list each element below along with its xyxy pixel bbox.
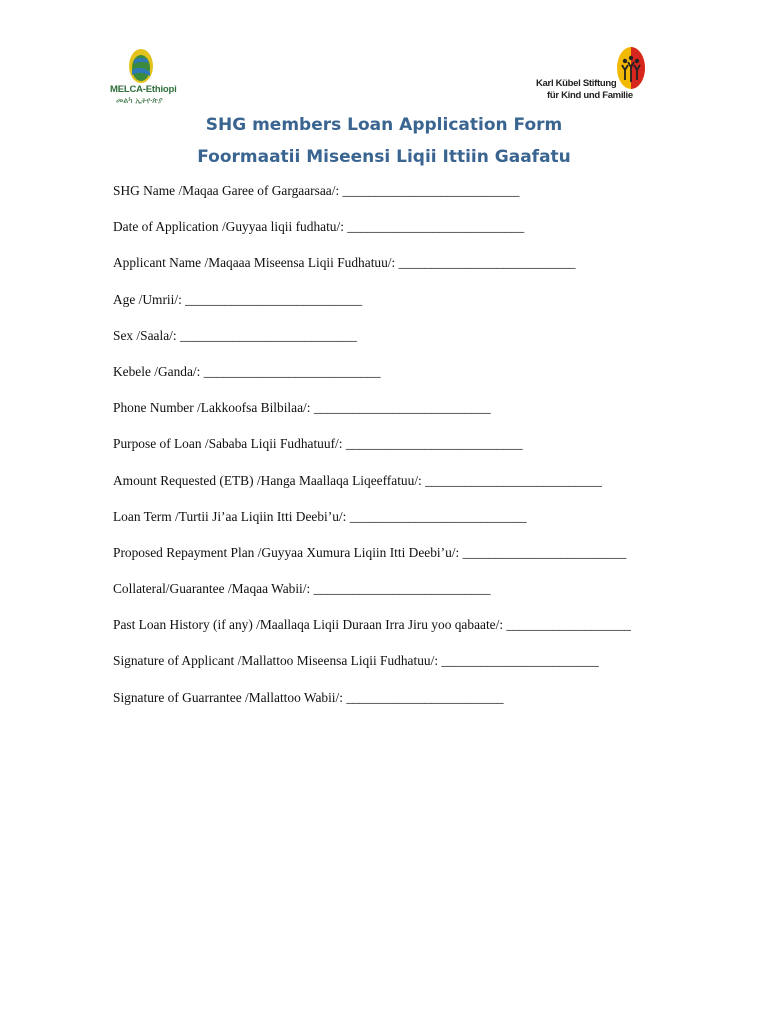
field-label: Collateral/Guarantee /Maqaa Wabii/: (113, 581, 311, 597)
form-title-oromo: Foormaatii Miseensi Liqii Ittiin Gaafatu (197, 147, 571, 167)
field-blank-line[interactable]: ___________________________ (349, 508, 527, 524)
field-blank-line[interactable]: ___________________________ (342, 183, 520, 198)
field-label: Sex /Saala/: (113, 327, 177, 343)
field-label: Past Loan History (if any) /Maallaqa Liqii Duraan Irra Jiru yoo qabaate/: (113, 617, 504, 633)
field-blank-line[interactable]: ________________________ (441, 653, 599, 669)
field-purpose-of-loan (113, 435, 673, 453)
field-label: Amount Requested (ETB) /Hanga Maallaqa Liqeeffatuu/: (113, 472, 422, 488)
form-fields (113, 182, 673, 725)
melca-logo-script: መልካ ኢትዮጵያ (116, 96, 163, 105)
field-collateral (113, 580, 673, 598)
field-blank-line[interactable]: ___________________ (506, 617, 631, 633)
field-label: Proposed Repayment Plan /Guyyaa Xumura Liqiin Itti Deebi’u/: (113, 544, 460, 560)
melca-emblem-icon (128, 48, 154, 84)
field-blank-line[interactable]: ___________________________ (185, 291, 362, 307)
field-applicant-name (113, 254, 673, 272)
melca-ethiopia-logo (110, 48, 177, 108)
field-signature-guarantee (113, 689, 673, 707)
kks-logo-text (536, 78, 633, 102)
field-loan-term (113, 508, 673, 526)
kks-logo-line1: Karl Kübel Stiftung (536, 78, 617, 89)
field-label: Loan Term /Turtii Ji’aa Liqiin Itti Deebi’u/: (113, 508, 347, 524)
field-age (113, 291, 673, 309)
field-kebele (113, 363, 673, 381)
field-blank-line[interactable]: ___________________________ (425, 472, 602, 488)
field-label: Applicant Name /Maqaaa Miseensa Liqii Fudhatuu/: (113, 255, 396, 271)
field-signature-applicant (113, 652, 673, 670)
melca-logo-name: MELCA-Ethiopi (110, 84, 177, 95)
field-blank-line[interactable]: ___________________________ (347, 219, 525, 235)
field-label: Signature of Applicant /Mallattoo Miseensa Liqii Fudhatuu/: (113, 653, 439, 669)
field-label: SHG Name /Maqaa Garee of Gargaarsaa/: (113, 183, 340, 198)
field-blank-line[interactable]: ________________________ (346, 689, 504, 705)
kks-logo-line2: für Kind und Familie (547, 90, 633, 101)
field-label: Date of Application /Guyyaa liqii fudhatu/: (113, 219, 344, 235)
field-blank-line[interactable]: ___________________________ (398, 255, 576, 271)
field-label: Purpose of Loan /Sababa Liqii Fudhatuuf/: (113, 436, 343, 452)
field-label: Kebele /Ganda/: (113, 363, 201, 379)
kks-family-emblem-icon (616, 46, 646, 92)
field-phone-number (113, 399, 673, 417)
field-blank-line[interactable]: ___________________________ (179, 327, 357, 343)
field-shg-name (113, 182, 673, 200)
field-blank-line[interactable]: _________________________ (462, 544, 627, 560)
field-past-loan-history (113, 616, 673, 634)
karl-kubel-stiftung-logo (530, 46, 648, 106)
field-blank-line[interactable]: ___________________________ (313, 400, 491, 416)
field-label: Signature of Guarrantee /Mallattoo Wabii/: (113, 689, 343, 705)
field-blank-line[interactable]: ___________________________ (203, 363, 381, 379)
field-date-of-application (113, 218, 673, 236)
field-blank-line[interactable]: ___________________________ (345, 436, 523, 452)
field-repayment-plan (113, 544, 673, 562)
field-label: Phone Number /Lakkoofsa Bilbilaa/: (113, 400, 311, 416)
field-sex (113, 327, 673, 345)
field-label: Age /Umrii/: (113, 291, 182, 307)
field-amount-requested (113, 472, 673, 490)
form-title-english: SHG members Loan Application Form (205, 115, 563, 135)
field-blank-line[interactable]: ___________________________ (313, 581, 491, 597)
